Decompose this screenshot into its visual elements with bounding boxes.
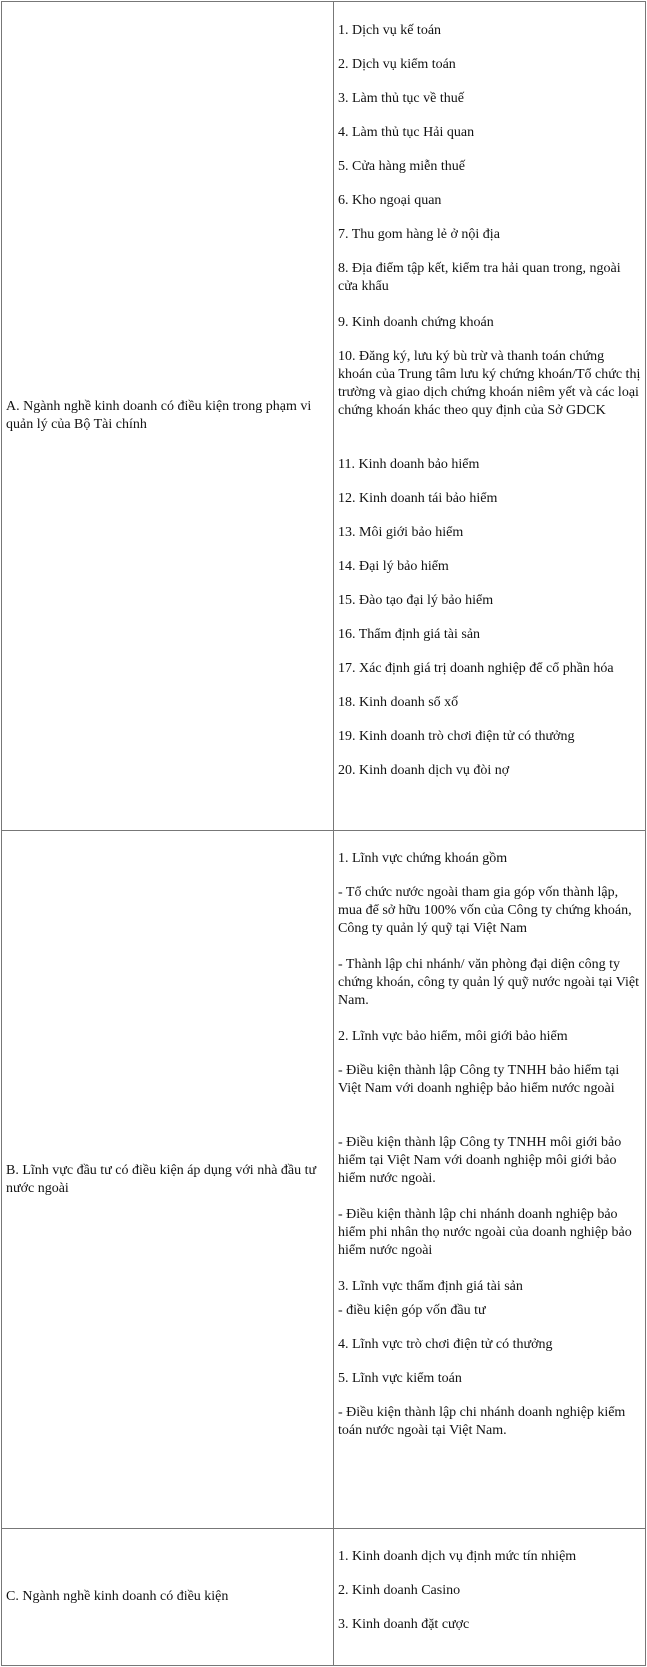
list-item: 17. Xác định giá trị doanh nghiệp để cổ phần hóa [338, 661, 614, 676]
list-item: 6. Kho ngoại quan [338, 193, 442, 208]
list-item: - Thành lập chi nhánh/ văn phòng đại diện công ty chứng khoán, công ty quản lý quỹ nước ngoài tại Việt Nam. [338, 957, 640, 1008]
list-item: 3. Làm thủ tục về thuế [338, 91, 464, 106]
list-item: 14. Đại lý bảo hiểm [338, 559, 449, 574]
list-item: 9. Kinh doanh chứng khoán [338, 315, 494, 330]
list-item: 19. Kinh doanh trò chơi điện tử có thưởng [338, 729, 575, 744]
list-item: 20. Kinh doanh dịch vụ đòi nợ [338, 763, 510, 778]
category-cell-b: B. Lĩnh vực đầu tư có điều kiện áp dụng với nhà đầu tư nước ngoài [2, 831, 334, 1529]
items-cell-c [334, 1529, 646, 1666]
list-item: 13. Môi giới bảo hiểm [338, 525, 464, 540]
list-item: - Điều kiện thành lập chi nhánh doanh nghiệp bảo hiểm phi nhân thọ nước ngoài của doanh nghiệp bảo hiểm nước ngoài [338, 1207, 632, 1258]
category-cell-c: C. Ngành nghề kinh doanh có điều kiện [2, 1529, 334, 1666]
items-cell-a [334, 2, 646, 831]
list-item: 4. Làm thủ tục Hải quan [338, 125, 475, 140]
list-item: - Tổ chức nước ngoài tham gia góp vốn thành lập, mua để sở hữu 100% vốn của Công ty chứng khoán, Công ty quản lý quỹ tại Việt Nam [338, 885, 632, 936]
list-item: 12. Kinh doanh tái bảo hiểm [338, 491, 498, 506]
list-item: 15. Đào tạo đại lý bảo hiểm [338, 593, 494, 608]
list-item: 2. Lĩnh vực bảo hiểm, môi giới bảo hiểm [338, 1029, 568, 1044]
list-item: 2. Dịch vụ kiểm toán [338, 57, 456, 72]
list-item: 16. Thẩm định giá tài sản [338, 627, 481, 642]
list-item: 18. Kinh doanh sổ xố [338, 695, 459, 710]
table-row-b [2, 831, 646, 1529]
list-item: 1. Dịch vụ kế toán [338, 23, 442, 38]
list-item: - Điều kiện thành lập Công ty TNHH môi giới bảo hiểm tại Việt Nam với doanh nghiệp môi giới bảo hiểm nước ngoài. [338, 1135, 622, 1186]
list-item: - Điều kiện thành lập chi nhánh doanh nghiệp kiểm toán nước ngoài tại Việt Nam. [338, 1405, 626, 1438]
items-cell-b [334, 831, 646, 1529]
list-item: 10. Đăng ký, lưu ký bù trừ và thanh toán chứng khoán của Trung tâm lưu ký chứng khoán/Tổ chức thị trường và giao dịch chứng khoán niêm yết và các loại chứng khoán khác theo quy định của Sở GDCK [338, 349, 641, 418]
list-item: 1. Lĩnh vực chứng khoán gồm [338, 851, 508, 866]
list-item: 5. Lĩnh vực kiểm toán [338, 1371, 462, 1386]
list-item: 2. Kinh doanh Casino [338, 1583, 461, 1598]
table-row-c [2, 1529, 646, 1666]
list-item: 4. Lĩnh vực trò chơi điện tử có thưởng [338, 1337, 553, 1352]
list-item: - điều kiện góp vốn đầu tư [338, 1303, 486, 1318]
list-item: 3. Kinh doanh đặt cược [338, 1617, 470, 1632]
list-item: - Điều kiện thành lập Công ty TNHH bảo hiểm tại Việt Nam với doanh nghiệp bảo hiểm nước ngoài [338, 1063, 620, 1096]
list-item: 1. Kinh doanh dịch vụ định mức tín nhiệm [338, 1549, 577, 1564]
category-cell-a: A. Ngành nghề kinh doanh có điều kiện trong phạm vi quản lý của Bộ Tài chính [2, 2, 334, 831]
table-row-a [2, 2, 646, 831]
conditional-business-table [1, 1, 646, 1666]
list-item: 7. Thu gom hàng lẻ ở nội địa [338, 227, 500, 242]
list-item: 3. Lĩnh vực thẩm định giá tài sản [338, 1279, 523, 1294]
list-item: 8. Địa điểm tập kết, kiểm tra hải quan trong, ngoài cửa khẩu [338, 261, 621, 294]
list-item: 5. Cửa hàng miễn thuế [338, 159, 465, 174]
list-item: 11. Kinh doanh bảo hiểm [338, 457, 480, 472]
